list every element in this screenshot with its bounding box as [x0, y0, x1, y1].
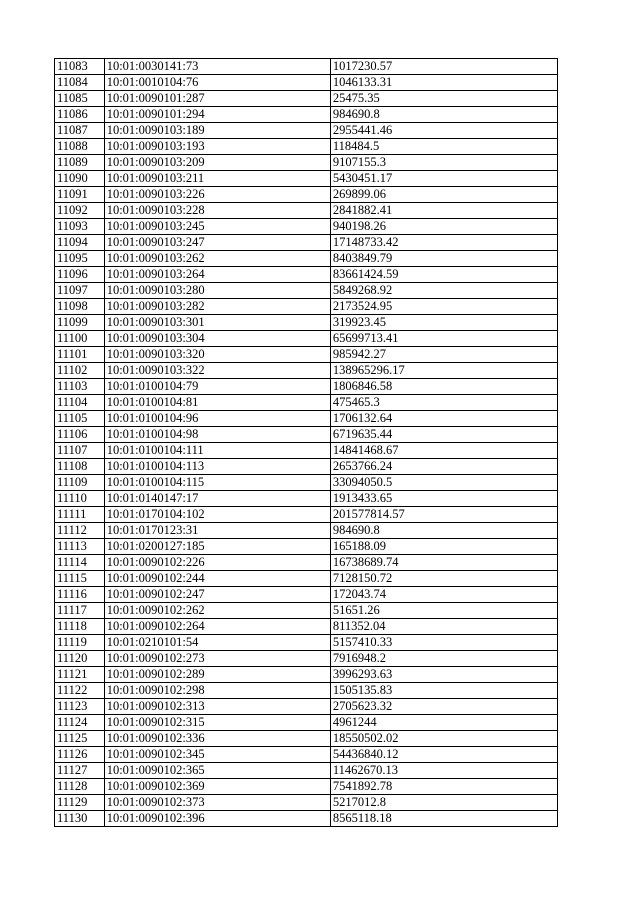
- value-cell: 118484.5: [330, 139, 557, 155]
- table-row: [55, 123, 558, 139]
- value-cell: 984690.8: [330, 523, 557, 539]
- value-cell: 2955441.46: [330, 123, 557, 139]
- table-row: [55, 763, 558, 779]
- value-cell: 65699713.41: [330, 331, 557, 347]
- table-row: [55, 523, 558, 539]
- row-number-cell: 11103: [55, 379, 105, 395]
- table-row: [55, 555, 558, 571]
- cadastral-number-cell: 10:01:0010104:76: [104, 75, 330, 91]
- table-row: [55, 507, 558, 523]
- table-row: [55, 379, 558, 395]
- cadastral-number-cell: 10:01:0170104:102: [104, 507, 330, 523]
- table-row: [55, 539, 558, 555]
- value-cell: 201577814.57: [330, 507, 557, 523]
- table-row: [55, 251, 558, 267]
- value-cell: 7916948.2: [330, 651, 557, 667]
- table-row: [55, 395, 558, 411]
- value-cell: 5430451.17: [330, 171, 557, 187]
- value-cell: 1505135.83: [330, 683, 557, 699]
- value-cell: 1806846.58: [330, 379, 557, 395]
- table-body: [55, 59, 558, 827]
- cadastral-number-cell: 10:01:0100104:98: [104, 427, 330, 443]
- value-cell: 17148733.42: [330, 235, 557, 251]
- cadastral-number-cell: 10:01:0090103:193: [104, 139, 330, 155]
- row-number-cell: 11093: [55, 219, 105, 235]
- value-cell: 2653766.24: [330, 459, 557, 475]
- table-row: [55, 571, 558, 587]
- table-row: [55, 139, 558, 155]
- table-row: [55, 779, 558, 795]
- row-number-cell: 11114: [55, 555, 105, 571]
- value-cell: 83661424.59: [330, 267, 557, 283]
- row-number-cell: 11130: [55, 811, 105, 827]
- cadastral-number-cell: 10:01:0090103:301: [104, 315, 330, 331]
- row-number-cell: 11098: [55, 299, 105, 315]
- value-cell: 269899.06: [330, 187, 557, 203]
- cadastral-number-cell: 10:01:0100104:96: [104, 411, 330, 427]
- row-number-cell: 11104: [55, 395, 105, 411]
- value-cell: 25475.35: [330, 91, 557, 107]
- row-number-cell: 11117: [55, 603, 105, 619]
- cadastral-number-cell: 10:01:0100104:111: [104, 443, 330, 459]
- cadastral-number-cell: 10:01:0090103:209: [104, 155, 330, 171]
- row-number-cell: 11127: [55, 763, 105, 779]
- row-number-cell: 11085: [55, 91, 105, 107]
- table-row: [55, 619, 558, 635]
- value-cell: 7128150.72: [330, 571, 557, 587]
- value-cell: 940198.26: [330, 219, 557, 235]
- table-row: [55, 715, 558, 731]
- row-number-cell: 11083: [55, 59, 105, 75]
- cadastral-number-cell: 10:01:0090101:287: [104, 91, 330, 107]
- row-number-cell: 11101: [55, 347, 105, 363]
- row-number-cell: 11096: [55, 267, 105, 283]
- value-cell: 1913433.65: [330, 491, 557, 507]
- row-number-cell: 11126: [55, 747, 105, 763]
- value-cell: 985942.27: [330, 347, 557, 363]
- cadastral-number-cell: 10:01:0210101:54: [104, 635, 330, 651]
- row-number-cell: 11128: [55, 779, 105, 795]
- value-cell: 5217012.8: [330, 795, 557, 811]
- cadastral-number-cell: 10:01:0090102:369: [104, 779, 330, 795]
- value-cell: 11462670.13: [330, 763, 557, 779]
- table-row: [55, 267, 558, 283]
- value-cell: 51651.26: [330, 603, 557, 619]
- row-number-cell: 11129: [55, 795, 105, 811]
- cadastral-number-cell: 10:01:0090102:273: [104, 651, 330, 667]
- value-cell: 6719635.44: [330, 427, 557, 443]
- cadastral-number-cell: 10:01:0090103:226: [104, 187, 330, 203]
- row-number-cell: 11091: [55, 187, 105, 203]
- value-cell: 4961244: [330, 715, 557, 731]
- cadastral-number-cell: 10:01:0090103:245: [104, 219, 330, 235]
- table-row: [55, 411, 558, 427]
- row-number-cell: 11118: [55, 619, 105, 635]
- table-row: [55, 59, 558, 75]
- cadastral-number-cell: 10:01:0090103:211: [104, 171, 330, 187]
- value-cell: 811352.04: [330, 619, 557, 635]
- cadastral-number-cell: 10:01:0090103:189: [104, 123, 330, 139]
- table-row: [55, 795, 558, 811]
- table-row: [55, 587, 558, 603]
- row-number-cell: 11107: [55, 443, 105, 459]
- cadastral-number-cell: 10:01:0090102:289: [104, 667, 330, 683]
- cadastral-number-cell: 10:01:0100104:81: [104, 395, 330, 411]
- table-row: [55, 91, 558, 107]
- cadastral-number-cell: 10:01:0090102:313: [104, 699, 330, 715]
- row-number-cell: 11106: [55, 427, 105, 443]
- row-number-cell: 11102: [55, 363, 105, 379]
- cadastral-number-cell: 10:01:0090102:226: [104, 555, 330, 571]
- row-number-cell: 11125: [55, 731, 105, 747]
- cadastral-number-cell: 10:01:0090102:244: [104, 571, 330, 587]
- row-number-cell: 11115: [55, 571, 105, 587]
- cadastral-number-cell: 10:01:0090102:345: [104, 747, 330, 763]
- table-row: [55, 315, 558, 331]
- value-cell: 54436840.12: [330, 747, 557, 763]
- cadastral-number-cell: 10:01:0090103:320: [104, 347, 330, 363]
- row-number-cell: 11090: [55, 171, 105, 187]
- table-row: [55, 203, 558, 219]
- table-row: [55, 171, 558, 187]
- cadastral-number-cell: 10:01:0090103:282: [104, 299, 330, 315]
- table-row: [55, 699, 558, 715]
- table-row: [55, 443, 558, 459]
- cadastral-number-cell: 10:01:0090103:228: [104, 203, 330, 219]
- cadastral-number-cell: 10:01:0170123:31: [104, 523, 330, 539]
- row-number-cell: 11111: [55, 507, 105, 523]
- table-row: [55, 155, 558, 171]
- cadastral-number-cell: 10:01:0090102:298: [104, 683, 330, 699]
- value-cell: 165188.09: [330, 539, 557, 555]
- cadastral-number-cell: 10:01:0090103:262: [104, 251, 330, 267]
- table-row: [55, 747, 558, 763]
- value-cell: 14841468.67: [330, 443, 557, 459]
- row-number-cell: 11113: [55, 539, 105, 555]
- row-number-cell: 11084: [55, 75, 105, 91]
- table-row: [55, 299, 558, 315]
- cadastral-number-cell: 10:01:0090102:336: [104, 731, 330, 747]
- table-row: [55, 459, 558, 475]
- cadastral-number-cell: 10:01:0200127:185: [104, 539, 330, 555]
- value-cell: 2705623.32: [330, 699, 557, 715]
- row-number-cell: 11099: [55, 315, 105, 331]
- row-number-cell: 11108: [55, 459, 105, 475]
- value-cell: 16738689.74: [330, 555, 557, 571]
- cadastral-number-cell: 10:01:0090102:373: [104, 795, 330, 811]
- row-number-cell: 11097: [55, 283, 105, 299]
- value-cell: 5849268.92: [330, 283, 557, 299]
- data-table: [54, 58, 558, 827]
- value-cell: 5157410.33: [330, 635, 557, 651]
- table-row: [55, 331, 558, 347]
- row-number-cell: 11122: [55, 683, 105, 699]
- value-cell: 18550502.02: [330, 731, 557, 747]
- table-row: [55, 475, 558, 491]
- table-row: [55, 667, 558, 683]
- table-row: [55, 107, 558, 123]
- value-cell: 1046133.31: [330, 75, 557, 91]
- table-row: [55, 283, 558, 299]
- row-number-cell: 11092: [55, 203, 105, 219]
- value-cell: 33094050.5: [330, 475, 557, 491]
- table-row: [55, 651, 558, 667]
- value-cell: 2841882.41: [330, 203, 557, 219]
- table-row: [55, 427, 558, 443]
- cadastral-number-cell: 10:01:0090103:304: [104, 331, 330, 347]
- table-row: [55, 187, 558, 203]
- value-cell: 1017230.57: [330, 59, 557, 75]
- cadastral-number-cell: 10:01:0140147:17: [104, 491, 330, 507]
- row-number-cell: 11086: [55, 107, 105, 123]
- row-number-cell: 11105: [55, 411, 105, 427]
- value-cell: 3996293.63: [330, 667, 557, 683]
- row-number-cell: 11087: [55, 123, 105, 139]
- value-cell: 172043.74: [330, 587, 557, 603]
- row-number-cell: 11110: [55, 491, 105, 507]
- table-row: [55, 219, 558, 235]
- row-number-cell: 11094: [55, 235, 105, 251]
- cadastral-number-cell: 10:01:0030141:73: [104, 59, 330, 75]
- table-row: [55, 75, 558, 91]
- cadastral-number-cell: 10:01:0090101:294: [104, 107, 330, 123]
- cadastral-number-cell: 10:01:0090102:396: [104, 811, 330, 827]
- value-cell: 7541892.78: [330, 779, 557, 795]
- value-cell: 8403849.79: [330, 251, 557, 267]
- value-cell: 2173524.95: [330, 299, 557, 315]
- row-number-cell: 11112: [55, 523, 105, 539]
- row-number-cell: 11100: [55, 331, 105, 347]
- cadastral-number-cell: 10:01:0090102:262: [104, 603, 330, 619]
- cadastral-number-cell: 10:01:0090102:315: [104, 715, 330, 731]
- table-row: [55, 811, 558, 827]
- cadastral-number-cell: 10:01:0090103:247: [104, 235, 330, 251]
- table-row: [55, 683, 558, 699]
- value-cell: 319923.45: [330, 315, 557, 331]
- row-number-cell: 11124: [55, 715, 105, 731]
- table-row: [55, 635, 558, 651]
- row-number-cell: 11095: [55, 251, 105, 267]
- row-number-cell: 11121: [55, 667, 105, 683]
- table-row: [55, 363, 558, 379]
- value-cell: 138965296.17: [330, 363, 557, 379]
- cadastral-number-cell: 10:01:0100104:115: [104, 475, 330, 491]
- cadastral-number-cell: 10:01:0090102:247: [104, 587, 330, 603]
- cadastral-number-cell: 10:01:0090103:322: [104, 363, 330, 379]
- value-cell: 1706132.64: [330, 411, 557, 427]
- row-number-cell: 11119: [55, 635, 105, 651]
- row-number-cell: 11089: [55, 155, 105, 171]
- value-cell: 8565118.18: [330, 811, 557, 827]
- table-row: [55, 603, 558, 619]
- cadastral-number-cell: 10:01:0090103:264: [104, 267, 330, 283]
- table-row: [55, 731, 558, 747]
- row-number-cell: 11123: [55, 699, 105, 715]
- row-number-cell: 11088: [55, 139, 105, 155]
- cadastral-number-cell: 10:01:0090102:365: [104, 763, 330, 779]
- row-number-cell: 11109: [55, 475, 105, 491]
- table-row: [55, 347, 558, 363]
- value-cell: 475465.3: [330, 395, 557, 411]
- row-number-cell: 11116: [55, 587, 105, 603]
- value-cell: 9107155.3: [330, 155, 557, 171]
- table-row: [55, 491, 558, 507]
- cadastral-number-cell: 10:01:0100104:113: [104, 459, 330, 475]
- table-row: [55, 235, 558, 251]
- cadastral-number-cell: 10:01:0090102:264: [104, 619, 330, 635]
- value-cell: 984690.8: [330, 107, 557, 123]
- row-number-cell: 11120: [55, 651, 105, 667]
- cadastral-number-cell: 10:01:0090103:280: [104, 283, 330, 299]
- cadastral-number-cell: 10:01:0100104:79: [104, 379, 330, 395]
